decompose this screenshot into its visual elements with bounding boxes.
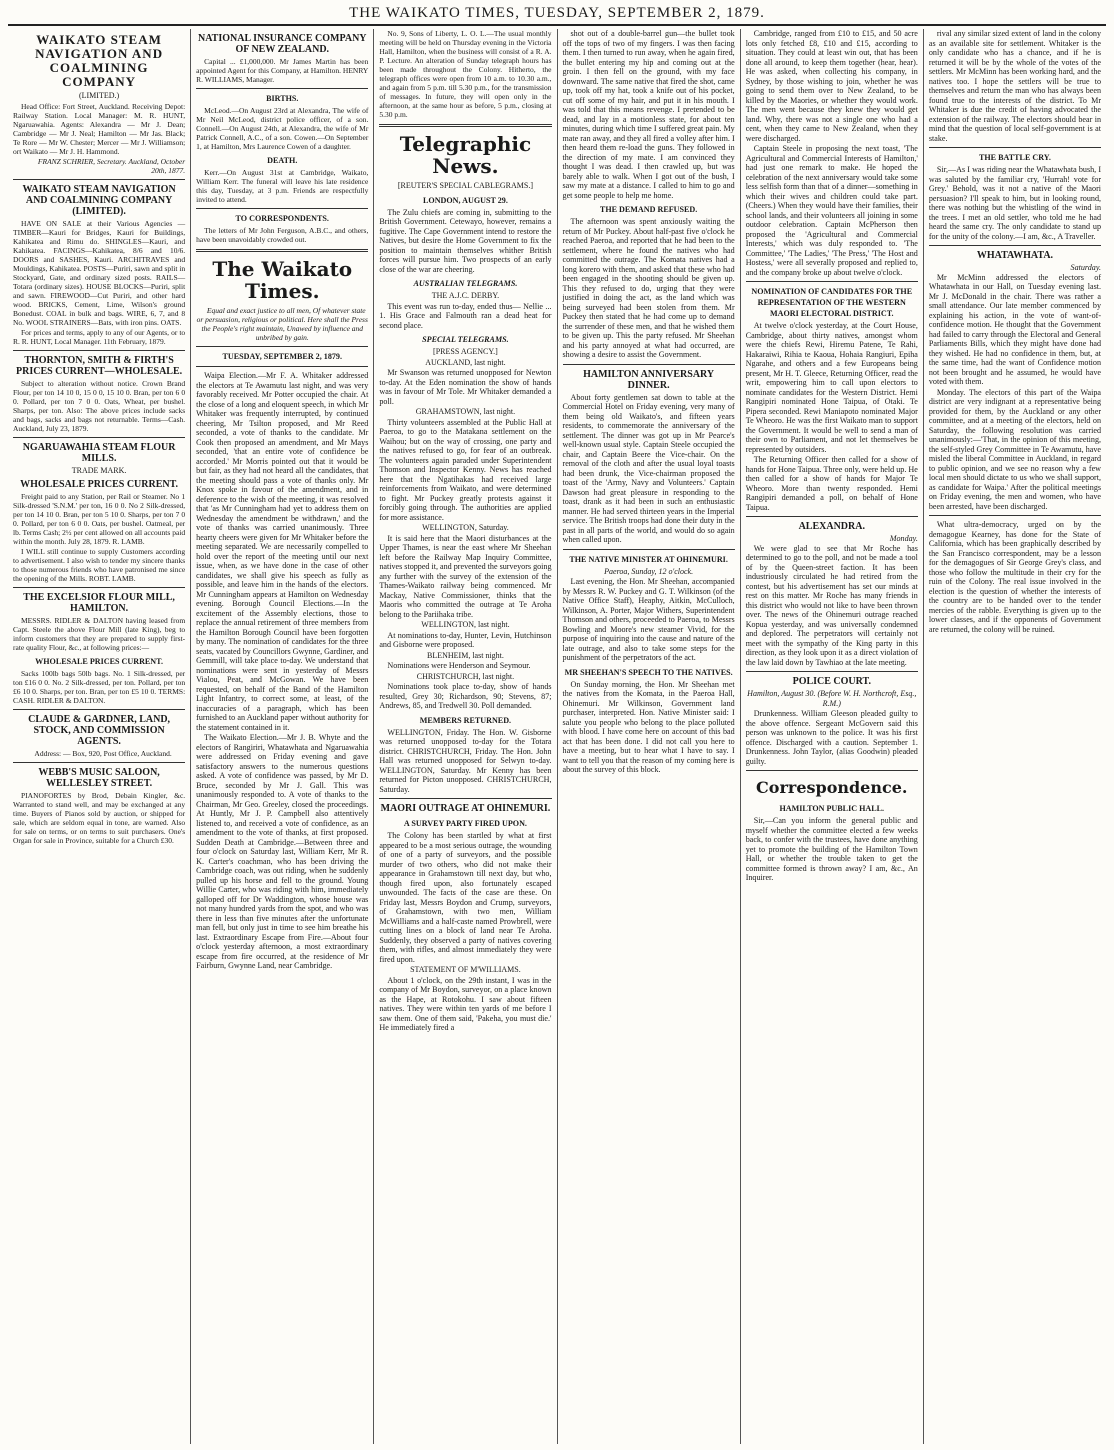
divider bbox=[929, 515, 1101, 516]
nomination-body: At twelve o'clock yesterday, at the Court House, Cambridge, about thirty natives, amongst whom were the chiefs Rewi, Hiremu Patene, Te Rahi, Hakaraiwi, Rihia te Kaoua, Hohaia Rangiuri, Epiha Ngarahe, and others and a few Europeans being present, Mr H. T. Gleece, Returning Officer, read the writ, empowering him to call upon electors to nominate candidates for the Western District. Hemi Rangipiri nominated Hone Taipua, of Otaki. Te Pipera seconded. Rewi Maniapoto nominated Major Te Wheoro. He was the first Waikato man to support the Government. It would be well to send a man of their own to Parliament, and not let themselves be represented by outsiders. bbox=[745, 321, 918, 454]
ad-insurance-title: NATIONAL INSURANCE COMPANY OF NEW ZEALAND. bbox=[197, 33, 367, 55]
ad-excelsior-body: MESSRS. RIDLER & DALTON having leased from Capt. Steele the above Flour Mill (late King), beg to inform customers that they are prepared to supply first-rate quality Flour, &c., at following prices:— bbox=[13, 616, 186, 652]
ad-flour-mills-title: NGARUAWAHIA STEAM FLOUR MILLS. bbox=[22, 441, 176, 464]
ad-thornton-title: THORNTON, SMITH & FIRTH'S PRICES CURRENT—WHOLESALE. bbox=[16, 354, 183, 377]
death-heading: DEATH. bbox=[267, 156, 298, 165]
wellington2-dateline: WELLINGTON, last night. bbox=[421, 620, 510, 629]
members-heading: MEMBERS RETURNED. bbox=[419, 715, 512, 725]
maori-outrage-sub: A SURVEY PARTY FIRED UPON. bbox=[403, 819, 527, 828]
wellington-dateline: WELLINGTON, Saturday. bbox=[422, 523, 509, 532]
demand-body: The afternoon was spent anxiously waiting the return of Mr Puckey. About half-past five o'clock he reached Paeroa, and reported that he had been to the settlement, where he found the natives who had committed the outrage. The Komata natives had a long korero with them, and asked that these who had been engaged in the shooting should be given up. This they refused to do, urging that they were justified in doing the act, as the land which was being surveyed had been stolen from them. Mr Puckey then stated that he had come up to demand the surrender of these men, and that he wished them to be given up. This the party refused. Mr Sheehan and his party annoyed at what had occurred, are showing a desire to assist the Government. bbox=[562, 217, 735, 359]
column-4 bbox=[558, 29, 741, 1444]
grahamstown-dateline: GRAHAMSTOWN, last night. bbox=[415, 407, 516, 416]
divider bbox=[196, 249, 368, 252]
telegraphic-place: LONDON, AUGUST 29. bbox=[423, 195, 508, 205]
dinner-continued-2: Captain Steele in proposing the next toast, 'The Agricultural and Commercial Interests of Hamilton,' had just one remark to make. He hoped the celebration of the next anniversary would take some less selfish form than that of a dinner—something in which their wives and children could take part. (Cheers.) When they would have their families, their school lands, and their volunteers all joining in some outdoor celebration. Captain McPherson then proposed the 'Agricultural and Commercial Interests,' which was duly responded to. 'The Committee,' 'The Ladies,' 'The Press,' 'The Host and Hostess,' were all severally proposed and replied to, and the company broke up about twelve o'clock. bbox=[745, 144, 918, 277]
divider bbox=[196, 346, 368, 347]
divider bbox=[13, 437, 185, 438]
divider bbox=[196, 88, 368, 89]
ad-flour-trade-mark: TRADE MARK. bbox=[71, 465, 127, 475]
whatawhata-body-2: Monday. The electors of this part of the Waipa district are very indignant at a representative being provided for them, by the Auckland or any other committee, and at a meeting of the electors, held on Saturday, the following resolution was carried unanimously:—'That, in the opinion of this meeting, the self-styled Grey Committee in Te Awamutu, have misled the liberal Committee in Auckland, in regard to public opinion, and we see no reason why a few local men should dictate to us who we shall support, as candidate for Waipa.' After the political meetings on Friday evening, the men and women, who have been arrested, have been discharged. bbox=[928, 387, 1102, 511]
statement-continued: shot out of a double-barrel gun—the bullet took off the tops of two of my fingers. I was then facing them. I then turned to run away, when he again fired, the bullet entering my hip and coming out at the groin. I then fell on the ground, with my face downward. The same native that fired the shot, came up, took off my hat, took a knife out of his pocket, cut off some of my hair, and put it in his mouth. I was told that this means revenge. I pretended to be dead, and lay in a motionless state, for about ten minutes, during which time I suffered great pain. My mate ran away, and they all fired a volley after him. I then heard them re-load the guns. They followed in the direction of my mate. I am convinced they thought I was dead. I then crawled up, but was barely able to walk. When I got out of the bush, I saw my mate at a distance. I called to him to go and get some people to help me home. bbox=[562, 29, 735, 200]
divider bbox=[563, 549, 735, 550]
correspondence-heading: Correspondence. bbox=[756, 778, 908, 797]
letter-continued: rival any similar sized extent of land in the colony as an available site for settlement. Whitaker is the only candidate who has a chance, and if he is returned it will be by the whole of the votes of the settlers. Mr McMinn has been working hard, and the natives too. I hope the settlers will be true to themselves and return the man who has always been found true to the interests of the district. To Mr Whitaker is due the credit of having advocated the extension of the railway. The electors should bear in mind that the question of local self-government is at stake. bbox=[928, 29, 1102, 143]
page-masthead: THE WAIKATO TIMES, TUESDAY, SEPTEMBER 2, 1879. bbox=[8, 4, 1106, 26]
column-3 bbox=[374, 29, 557, 1444]
derby-heading: THE A.J.C. DERBY. bbox=[431, 291, 500, 300]
editorial-body-2: The Waikato Election.—Mr J. B. Whyte and the electors of Rangiriri, Whatawhata and Ngaruawahia were addressed on Friday evening and gave satisfactory answers to the numerous questions asked. A vote of confidence was passed, by Mr D. Bruce, seconded by Mr J. Gall. This was unanimously responded to. A vote of thanks to the Chairman, Mr Geo. Greeley, closed the proceedings. At Huntly, Mr J. P. Campbell also attentively listened to, and received a vote of confidence, as an amendment to the vote of thanks, at first proposed. Sudden Death at Cambridge.—Between three and four o'clock on Saturday last, William Kerr, Mr R. K. Carter's coachman, who has been driving the Cambridge coach, was out riding, when he suddenly pulled up his horse and fell to the ground. Young Willie Carter, who was riding with him, immediately galloped off for Dr Waddington, whose house was not many hundred yards from the spot, and who was there in less than five minutes after the unfortunate man fell, but only just in time to see him breathe his last. Extraordinary Escape from Fire.—About four o'clock yesterday afternoon, a most extraordinary escape from fire occurred, at the residence of Mr Fairburn, Gwynne Land, near Cambridge. bbox=[196, 733, 369, 970]
divider bbox=[379, 124, 551, 127]
police-court-sub: Hamilton, August 30. (Before W. H. Northcroft, Esq., R.M.) bbox=[747, 689, 917, 708]
divider bbox=[746, 281, 918, 282]
statement-heading: STATEMENT OF M'WILLIAMS. bbox=[410, 965, 521, 974]
ad-excelsior-table: Sacks 100lb bags 50lb bags. No. 1 Silk-dressed, per ton £16 0 0. No. 2 Silk-dressed, per ton. Pollard, per ton £6 10 0. Sharps, per ton. Bran, per ton £5 10 0. TERMS: CASH. RIDLER & DALTON. bbox=[13, 669, 186, 705]
column-2 bbox=[191, 29, 374, 1444]
telegraphic-title: Telegraphic News. bbox=[399, 132, 532, 178]
australian-heading: AUSTRALIAN TELEGRAMS. bbox=[413, 279, 518, 288]
demand-heading: THE DEMAND REFUSED. bbox=[599, 205, 698, 214]
ad-waikato-steam-body: Head Office: Fort Street, Auckland. Receiving Depot: Railway Station. Local Manager: M. R. HUNT, Ngaruawahia. Agents: Alexandra — Mr J. Dean; Cambridge — Mr J. Neal; Hamilton — Mr Jas. Black; Te Rore — Mr W. Chester; Mercer — Mr J. Williamson; ort Waikato — Mr J. H. Hammond. bbox=[13, 101, 186, 156]
dinner-continued: Cambridge, ranged from £10 to £15, and 50 acre lots only fetched £8, £10 and £15, according to situation. They could at least win out, that has been done all around, to keep them together (hear, hear). He was asked, when collecting his company, in Sydney, by those wishing to join, whether he was going to send them over to New Zealand, to be killed by the Maories, or whether they would work. The men went because they knew they would get land. Why, there was not a single one who had a cent, when they came to New Zealand, when they were discharged. bbox=[745, 29, 918, 143]
divider bbox=[13, 179, 185, 180]
divider bbox=[13, 350, 185, 351]
divider bbox=[13, 709, 185, 710]
auckland-dateline: AUCKLAND, last night. bbox=[425, 357, 506, 367]
ad-webb-body: PIANOFORTES by Brod, Debain Kingler, &c. Warranted to stand well, and may be exchanged at any time. Buyers of Pianos sold by auction, or shipped for sale, which are seldom equal in tone, are warned. Also for sale on terms, or on terms to suit purchasers. One's Organ for sale in Province, suitable for a Church £30. bbox=[13, 791, 186, 845]
derby-body: This event was run to-day, ended thus— Nellie ... 1. His Grace and Falmouth ran a dead heat for second place. bbox=[379, 301, 552, 330]
births-body: McLeod.—On August 23rd at Alexandra, The wife of Mr Neil McLeod, district police officer, of a son. Connell.—On August 24th, at Alexandra, the wife of Mr Patrick Connell, A.C., of a son. Cowen.—On September 1, at Hamilton, Mrs Laurence Cowen of a daughter. bbox=[196, 106, 369, 151]
ad-excelsior-sub: WHOLESALE PRICES CURRENT. bbox=[35, 657, 163, 666]
divider bbox=[13, 762, 185, 763]
ad-thornton-body: Subject to alteration without notice. Crown Brand Flour, per ton 14 10 0, 15 0 0, 15 10 0. Bran, per ton 6 0 0. Pollard, per ton 7 0 0. Oats, Wheat, per bushel. Sharps, per ton. Also: The above prices include sacks and bags, sacks and bags not returnable. Terms—Cash. Auckland, July 23, 1879. bbox=[13, 378, 186, 433]
ad-flour-body: Freight paid to any Station, per Rail or Steamer. No 1 Silk-dressed 'S.N.M.' per ton, 16 0 0. No 2 Silk-dressed, per ton 14 10 0. Bran, per ton 5 10 0. Sharps, per ton 7 0 0. Pollard, per ton 6 0 0. Oats, per bushel. Oatmeal, per lb. Terms Cash; 2½ per cent allowed on all accounts paid within the month. July 28, 1879. R. LAMB. bbox=[13, 492, 186, 546]
maori-outrage-heading: MAORI OUTRAGE AT OHINEMURI. bbox=[380, 803, 551, 814]
divider bbox=[563, 364, 735, 365]
ad-waikato-steam-title: WAIKATO STEAM NAVIGATION AND COALMINING COMPANY bbox=[35, 32, 164, 89]
blenheim-dateline: BLENHEIM, last night. bbox=[426, 650, 504, 660]
paper-title: The Waikato Times. bbox=[212, 257, 353, 303]
christchurch-dateline: CHRISTCHURCH, last night. bbox=[416, 671, 515, 681]
nomination-heading: NOMINATION OF CANDIDATES FOR THE REPRESENTATION OF THE WESTERN MAORI ELECTORAL DISTRICT. bbox=[751, 287, 913, 318]
wellington2-body: At nominations to-day, Hunter, Levin, Hutchinson and Gisborne were proposed. bbox=[379, 630, 552, 649]
sheehan-speech-heading: MR SHEEHAN'S SPEECH TO THE NATIVES. bbox=[564, 667, 733, 677]
special-heading: SPECIAL TELEGRAMS. bbox=[422, 335, 509, 344]
divider bbox=[13, 587, 185, 588]
sheehan-speech-body: On Sunday morning, the Hon. Mr Sheehan met the natives from the Komata, in the Paeroa Hall, Ohinemuri. Mr Wilkinson, Government land purchaser, interpreted. Hon. Native Minister said: I salute you people who belong to the place polluted with blood. I have come here on account of this bad act that has been done. I did not call you here to have a meeting, but to hear what I have to say. I want to tell you that the reason of my coming here is about the survey of this block. bbox=[562, 679, 735, 774]
alexandra-body: We were glad to see that Mr Roche has determined to go to the poll, and not be made a tool of by the Queen-street faction. It has been industriously circulated he had retired from the contest, but his advertisement has set our minds at rest on this matter. Mr Roche has many friends in this district who would not like to have been thrown over. The news of the Ohinemuri outrage reached Kopua yesterday, and was universally condemned and deplored. The perpetrators will certainly not meet with the sympathy of the King party in this direction, as they look upon it as a direct violation of the law laid down by Tawhiao at the late meeting. bbox=[745, 543, 918, 667]
maori-outrage-body: The Colony has been startled by what at first appeared to be a most serious outrage, the wounding of one of a party of surveyors, and the possible murder of two others, who did not make their appearance in Grahamstown till next day, but who, though fired upon, also fortunately escaped unwounded. The facts of the case are these. On Friday last, Messrs Boydon and Crump, surveyors, of Grahamstown, with two men, William McWilliams and a half-caste named Prowbrell, were cutting lines on a block of land near Te Aroha. Suddenly, they observed a party of natives covering them, with rifles, and almost immediately they were fired upon. bbox=[379, 831, 552, 964]
battle-cry-body: Sir,—As I was riding near the Whatawhata bush, I was saluted by the familiar cry, 'Hurrah! vote for Grey.' Behold, was it not a native of the Maori persuasion? I'll speak to him, but in looking round, there was nothing but the whistling of the wind in the trees. I met an old settler, who told me he had heard the same cry. The only candidate to stand up for the unity of the colony.—I am, &c., A Traveller. bbox=[928, 165, 1102, 241]
divider bbox=[379, 798, 551, 799]
police-court-heading: POLICE COURT. bbox=[792, 676, 871, 687]
correspondence-sub: HAMILTON PUBLIC HALL. bbox=[779, 804, 885, 813]
battle-cry-heading: THE BATTLE CRY. bbox=[978, 153, 1051, 162]
blenheim-body: Nominations were Henderson and Seymour. bbox=[387, 661, 531, 670]
correspondents-body: The letters of Mr John Ferguson, A.B.C., and others, have been unavoidably crowded out. bbox=[196, 226, 369, 244]
divider bbox=[746, 516, 918, 517]
ad-insurance-body: Capital ... £1,000,000. Mr James Martin has been appointed Agent for this Company, at Hamilton. HENRY R. WILLIAMS, Manager. bbox=[196, 57, 369, 84]
correspondents-heading: TO CORRESPONDENTS. bbox=[235, 214, 329, 223]
final-article: What ultra-democracy, urged on by the demagogue Kearney, has done for the State of California, which has been graphically described by the San Francisco correspondent, may be a lesson for the demagogues of Sir George Grey's class, and those who follow the multitude in their cry for the ruin of the Colony. The real issue involved in the election is the question of whether the interests of the country are to be handed over to the tender mercies of the rabble. Everything is given up to the lower classes, and if the opponents of Government are returned, the colony will be ruined. bbox=[928, 520, 1102, 634]
ad-excelsior-title: THE EXCELSIOR FLOUR MILL, HAMILTON. bbox=[23, 592, 175, 614]
members-body: WELLINGTON, Friday. The Hon. W. Gisborne was returned unopposed to-day for the Totara district. CHRISTCHURCH, Friday. The Hon. John Hall was returned unopposed for Selwyn to-day. WELLINGTON, Saturday. Mr Kenny has been returned for Picton unopposed. CHRISTCHURCH, Saturday. bbox=[379, 727, 552, 794]
ad-timber-title: WAIKATO STEAM NAVIGATION AND COALMINING COMPANY (LIMITED). bbox=[22, 183, 176, 217]
hamilton-dinner-heading: HAMILTON ANNIVERSARY DINNER. bbox=[583, 368, 715, 391]
column-container bbox=[8, 29, 1106, 1444]
ad-timber-body: HAVE ON SALE at their Various Agencies — TIMBER—Kauri for Bridges, Kauri for Buildings, Kahikatea and Rimu do. SHINGLES—Kauri, and Kahikatea. FACINGS—Kahikatea, 8/6 and 10/6. DOORS and SASHES, Kauri. ARCHITRAVES and Mouldings, Kahikatea. POSTS—Puriri, sawn and split in Stockyard, Gate, and ordinary sized posts. RAILS—Totara (ordinary sizes). HOUSE BLOCKS—Puriri, split and sawn. FIREWOOD—Cut Puriri, and other hard wood. BRICKS, Cement, Lime, Wilson's ground Bonedust. COAL in bulk and bags. WIRE, 6, 7, and 8 No. WOOL STRAINERS—Bats, with iron pins. OATS. bbox=[13, 218, 186, 327]
ad-waikato-steam-sign: FRANZ SCHRIER, Secretary. Auckland, October 20th, 1877. bbox=[37, 156, 186, 175]
divider bbox=[196, 208, 368, 209]
death-body: Kerr.—On August 31st at Cambridge, Waikato, William Kerr. The funeral will leave his late residence this day, Tuesday, at 3 p.m. Friends are respectfully invited to attend. bbox=[196, 168, 369, 204]
column-1 bbox=[8, 29, 191, 1444]
divider bbox=[929, 245, 1101, 246]
press-agency: [PRESS AGENCY.] bbox=[433, 347, 498, 356]
ad-timber-foot: For prices and terms, apply to any of our Agents, or to R. R. HUNT, Local Manager. 11th February, 1879. bbox=[13, 327, 186, 346]
grahamstown-body: Thirty volunteers assembled at the Public Hall at Paeroa, to go to the Matakana settlement on the Waihou; but on the way of crossing, one party and the natives refused to go, for fear of an outbreak. The volunteers again paraded under Superintendent Thomson and Inspector Kenny. News has reached here that the Ngatihakas had received large reinforcements from Waikato, and were determined to fight. Mr Puckey greatly protests against it forcibly going through. The authorities are applied for more assistance. bbox=[379, 417, 552, 522]
hamilton-dinner-body: About forty gentlemen sat down to table at the Commercial Hotel on Friday evening, very many of them being old Waikato's, and fifteen years residents, to commemorate the anniversary of the settlement. The dinner was got up in Mr Pearce's well-known usual style. Captain Steele occupied the chair, and Captain Beere the Vice-chair. On the removal of the cloth and after the usual loyal toasts had been drunk, the Vice-chairman proposed the toast of the 'Army, Navy and Volunteers.' Captain Dawson had great pleasure in responding to the toast, drank as it had been in such an enthusiastic manner. He had served thirteen years in the Imperial service. The British troops had done their duty in the past in all parts of the world, and would do so again when called upon. bbox=[562, 392, 735, 544]
column-5 bbox=[741, 29, 924, 1444]
paper-date: TUESDAY, SEPTEMBER 2, 1879. bbox=[222, 352, 342, 361]
christchurch-body: Nominations took place to-day, show of hands resulted, Grey 30; Richardson, 90; Stevens, 87; Andrews, 85, and Tredwell 30. Poll demanded. bbox=[379, 682, 552, 710]
native-minister-heading: THE NATIVE MINISTER AT OHINEMURI. bbox=[569, 554, 728, 564]
ad-lamb-body: I WILL still continue to supply Customers according to advertisement. I also wish to tender my sincere thanks to those numerous friends who have patronised me since the opening of the Mills. ROBT. LAMB. bbox=[13, 547, 186, 583]
editorial-body: Waipa Election.—Mr F. A. Whitaker addressed the electors at Te Awamutu last night, and was very favorably received. Mr Potter occupied the chair. At the close of a long and eloquent speech, in which Mr Whitaker was frequently interrupted, by continued cheering, Mr Tsilton proposed, and Mr Reed seconded, a vote of thanks to the candidate. Mr Cook then proposed an amendment, and Mr Mays seconded, 'that an entire vote of confidence be accorded.' Mr Morris pointed out that it would be but fair, as they had not heard all the candidates, that the meeting should pass a vote of thanks only. Mr Knox spoke in favour of the amendment, and in deference to the wish of the meeting, it was resolved that 'as Mr Cunningham had yet to address them on Wednesday the amendment be withdrawn,' and the vote of thanks was carried unanimously. Three hearty cheers were given for Mr Whitaker before the meeting separated. We are necessarily compelled to hold over the report of the meeting until our next issue, when, as we have done in the case of other candidates, we shall give his speech as fully as possible, and leave him in the hands of the electors. Mr Cunningham appears at Hamilton on Wednesday evening. Borough Council Elections.—In the excitement of the Assembly elections, those to replace the annual retirement of three members from the Hamilton Borough Council have been forgotten by many. The nomination of candidates for the three seats, vacated by Councillors Gwynne, Gardiner, and Gemmill, will take place to-day. We understand that nominations were sent in yesterday of Messrs Vialou, Peat, and McGowan. We have been requested, on behalf of the Band of the Hamilton Light Infantry, to correct some, at least, of the inaccuracies of a paragraph, which has been furnished to an Auckland paper without authority for the statement contained in it. bbox=[196, 371, 369, 732]
wellington-body: It is said here that the Maori disturbances at the Upper Thames, is near the east where Mr Sheehan left before the Railway Map Inquiry Committee, natives stopped it, and prevented the surveyors going any further with the survey of the extension of the Thames-Waikato railway being commenced. Mr Mackay, Native Commissioner, thinks that the Maoris who committed the outrage at Te Aroha belong to the Pariihaka tribe. bbox=[379, 533, 552, 619]
native-minister-dateline: Paeroa, Sunday, 12 o'clock. bbox=[604, 566, 694, 576]
births-heading: BIRTHS. bbox=[266, 94, 299, 103]
paper-motto: Equal and exact justice to all men, Of whatever state or persuasion, religious or political. Here shall the Press the People's right maintain, Unawed by influence and unbribed by gain. bbox=[196, 306, 368, 342]
ad-flour-sub: WHOLESALE PRICES CURRENT. bbox=[20, 479, 179, 490]
whatawhata-day: Saturday. bbox=[1070, 263, 1102, 272]
nomination-polling: The Returning Officer then called for a show of hands for Hone Taipua. Three only, were held up. He then called for a show of hands for Major Te Wheoro. More than twenty responded. Hemi Rangipiri demanded a poll, on behalf of Hone Taipua. bbox=[745, 455, 918, 512]
divider bbox=[929, 147, 1101, 148]
column-6 bbox=[924, 29, 1106, 1444]
police-court-body: Drunkenness. William Gleeson pleaded guilty to the above offence. Sergeant McGovern said this person was unknown to the police. It was his first offence. Discharged with a caution. September 1. Drunkenness. John Taylor, (alias Goodwin) pleaded guilty. bbox=[745, 709, 918, 766]
divider bbox=[196, 366, 368, 367]
alexandra-day: Monday. bbox=[889, 534, 918, 543]
ad-claude-title: CLAUDE & GARDNER, LAND, STOCK, AND COMMISSION AGENTS. bbox=[28, 714, 171, 747]
ad-claude-body: Address: — Box, 920, Post Office, Auckland. bbox=[34, 749, 172, 758]
divider bbox=[746, 770, 918, 771]
correspondence-body: Sir,—Can you inform the general public and myself whether the committee elected a few weeks back, to confer with the trustees, have done anything yet to promote the building of the Hamilton Town Hall, or whether the trouble taken to get the committee formed is thrown away? I am, &c., An Inquirer. bbox=[745, 816, 918, 882]
whatawhata-heading: WHATAWHATA. bbox=[976, 250, 1054, 261]
alexandra-heading: ALEXANDRA. bbox=[798, 521, 865, 532]
lodge-notice: No. 9, Sons of Liberty, L. O. L.—The usual monthly meeting will be held on Thursday evening in the Victoria Hall, Hamilton, when the business will consist of a R. A. P. Lecture. An alteration of Sunday telegraph hours has been made throughout the Colony. Hitherto, the telegraph offices were open from 10 a.m. to 10.30 a.m., and again from 5 p.m. till 5.30 p.m., for the transmission of messages. In future, they will open only in the afternoon, at the same hour as before, 5 p.m., closing at 5.30 p.m. bbox=[379, 29, 552, 119]
ad-waikato-steam-sub: (LIMITED.) bbox=[78, 91, 120, 100]
ad-webb-title: WEBB'S MUSIC SALOON, WELLESLEY STREET. bbox=[38, 767, 160, 789]
telegraphic-body: The Zulu chiefs are coming in, submitting to the British Government. Cetewayo, however, remains a fugitive. The Cape Government intend to restore the Natives, but desire the Home Government to fix the position to maintain themselves whither British forces will pursue him. Two prospects of an early close of the war are cheering. bbox=[379, 207, 552, 274]
statement-body: About 1 o'clock, on the 29th instant, I was in the company of Mr Boydon, surveyor, on a place known as the Hape, at Rotokohu. I saw about fifteen natives. They were within ten yards of me before I saw them. One of them said, 'Pakeha, you must die.' He immediately fired a bbox=[379, 975, 552, 1032]
divider bbox=[746, 671, 918, 672]
telegraphic-sub: [REUTER'S SPECIAL CABLEGRAMS.] bbox=[397, 181, 533, 190]
native-minister-body: Last evening, the Hon. Mr Sheehan, accompanied by Messrs R. W. Puckey and G. T. Wilkinson (of the Native Office Staff), Heaphy, Aitkin, McCulloch, Wilkinson, A. Porter, Major Withers, Superintendent Thomson and others, proceeded to Paeroa, to Messrs Bowling and Moore's new steamer Vivid, for the purpose of inquiring into the cause and nature of the late outrage, and also to take some steps for the punishment of the perpetrators of the act. bbox=[562, 577, 735, 662]
whatawhata-body: Mr McMinn addressed the electors of Whatawhata in our Hall, on Tuesday evening last. Mr J. McDonald in the chair. There was rather a small attendance. Our late member commenced by explaining his action, in the vote of want-of-confidence motion. He thought that the Government had failed to carry through the Electoral and General Parliaments Bills, which they might have done had they wished. He had no confidence in them, but, at the same time, had the want of Confidence motion not been brought and he assumed, he would have voted with them. bbox=[928, 272, 1102, 386]
auckland-body: Mr Swanson was returned unopposed for Newton to-day. At the Eden nomination the show of hands was in favour of Mr Tole. Mr Whitaker demanded a poll. bbox=[379, 368, 552, 406]
